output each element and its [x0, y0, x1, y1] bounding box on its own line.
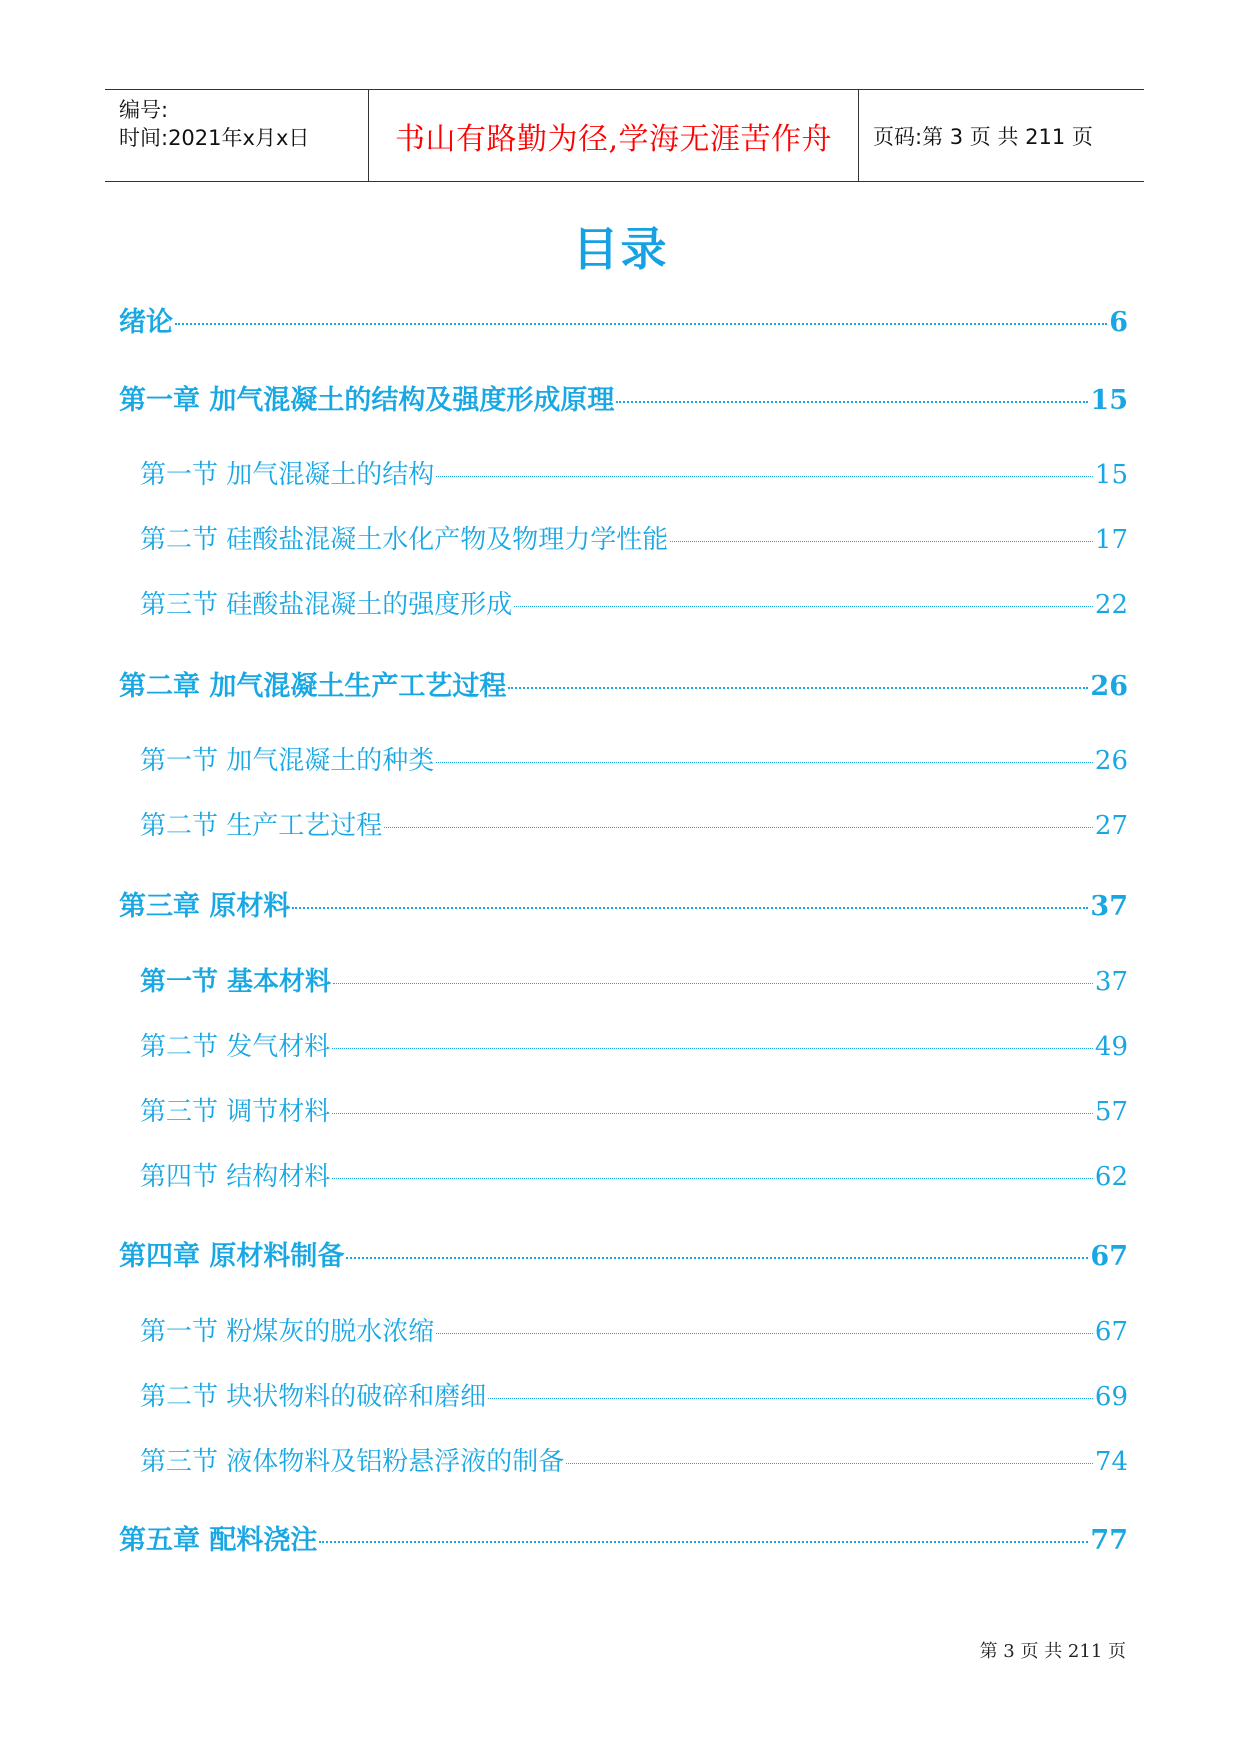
- toc-entry-page: 22: [1094, 590, 1128, 620]
- toc-entry-page: 27: [1094, 811, 1128, 841]
- toc-leader-dots: [332, 1113, 1093, 1114]
- toc-leader-dots: [616, 401, 1088, 403]
- toc-entry-label: 第三章 原材料: [119, 891, 291, 922]
- toc-entry-label: 第二章 加气混凝土生产工艺过程: [119, 671, 507, 702]
- document-time-label: 时间:2021年x月x日: [119, 126, 310, 150]
- toc-entry-label: 第一节 粉煤灰的脱水浓缩: [140, 1317, 435, 1347]
- toc-leader-dots: [488, 1398, 1093, 1399]
- toc-entry[interactable]: [119, 1234, 1128, 1273]
- toc-entry[interactable]: [140, 454, 1128, 491]
- toc-leader-dots: [670, 541, 1093, 542]
- toc-entry[interactable]: [140, 740, 1128, 777]
- toc-entry-label: 第五章 配料浇注: [119, 1525, 318, 1556]
- toc-entry[interactable]: [140, 1376, 1128, 1413]
- toc-entry-label: 第二节 发气材料: [140, 1032, 331, 1062]
- toc-leader-dots: [514, 606, 1093, 607]
- toc-entry-label: 第四节 结构材料: [140, 1162, 331, 1192]
- toc-entry-page: 15: [1090, 385, 1128, 416]
- toc-entry-label: 绪论: [119, 307, 173, 338]
- toc-entry-label: 第三节 液体物料及铝粉悬浮液的制备: [140, 1447, 565, 1477]
- toc-entry[interactable]: [140, 1156, 1128, 1193]
- toc-entry-page: 67: [1094, 1317, 1128, 1347]
- toc-entry-page: 74: [1094, 1447, 1128, 1477]
- header-motto: 书山有路勤为径,学海无涯苦作舟: [394, 121, 833, 157]
- toc-entry[interactable]: [140, 1311, 1128, 1348]
- toc-entry-label: 第三节 调节材料: [140, 1097, 331, 1127]
- toc-entry[interactable]: [119, 664, 1128, 703]
- toc-leader-dots: [332, 1048, 1093, 1049]
- toc-entry-label: 第二节 生产工艺过程: [140, 811, 383, 841]
- toc-entry[interactable]: [140, 1091, 1128, 1128]
- toc-title: 目录: [572, 222, 669, 276]
- toc-leader-dots: [175, 323, 1107, 325]
- toc-entry-page: 57: [1094, 1097, 1128, 1127]
- toc-leader-dots: [319, 1541, 1088, 1543]
- header-motto-cell: [369, 90, 859, 181]
- page-footer: 第 3 页 共 211 页: [979, 1641, 1126, 1662]
- toc-entry-page: 15: [1094, 460, 1128, 490]
- toc-entry-label: 第一节 加气混凝土的种类: [140, 746, 435, 776]
- toc-entry[interactable]: [119, 300, 1128, 339]
- toc-entry[interactable]: [140, 584, 1128, 621]
- toc-entry-label: 第二节 块状物料的破碎和磨细: [140, 1382, 487, 1412]
- toc-leader-dots: [436, 476, 1093, 477]
- toc-entry-label: 第一节 基本材料: [140, 967, 332, 997]
- document-header: [105, 89, 1144, 182]
- toc-entry[interactable]: [140, 961, 1128, 998]
- toc-leader-dots: [436, 762, 1093, 763]
- toc-entry-label: 第二节 硅酸盐混凝土水化产物及物理力学性能: [140, 525, 669, 555]
- toc-entry-label: 第三节 硅酸盐混凝土的强度形成: [140, 590, 513, 620]
- toc-leader-dots: [346, 1257, 1088, 1259]
- toc-entry[interactable]: [119, 378, 1128, 417]
- toc-leader-dots: [384, 827, 1093, 828]
- toc-entry-page: 49: [1094, 1032, 1128, 1062]
- toc-entry-label: 第一章 加气混凝土的结构及强度形成原理: [119, 385, 615, 416]
- toc-entry-page: 62: [1094, 1162, 1128, 1192]
- toc-entry[interactable]: [140, 1441, 1128, 1478]
- toc-entry-page: 67: [1090, 1241, 1128, 1272]
- toc-entry-page: 26: [1090, 671, 1128, 702]
- toc-entry-page: 69: [1094, 1382, 1128, 1412]
- toc-entry[interactable]: [140, 1026, 1128, 1063]
- document-number-label: 编号:: [119, 98, 169, 122]
- toc-leader-dots: [292, 907, 1088, 909]
- toc-entry-page: 37: [1094, 967, 1128, 997]
- toc-entry-page: 17: [1094, 525, 1128, 555]
- toc-leader-dots: [436, 1333, 1093, 1334]
- toc-entry-label: 第四章 原材料制备: [119, 1241, 345, 1272]
- header-meta-cell: [105, 90, 369, 181]
- toc-entry[interactable]: [119, 884, 1128, 923]
- header-page-cell: [859, 90, 1144, 181]
- toc-leader-dots: [508, 687, 1088, 689]
- header-page-info: 页码:第 3 页 共 211 页: [873, 124, 1093, 149]
- toc-leader-dots: [333, 983, 1093, 984]
- toc-leader-dots: [566, 1463, 1093, 1464]
- toc-entry-page: 6: [1109, 307, 1128, 338]
- toc-entry[interactable]: [140, 519, 1128, 556]
- toc-entry-label: 第一节 加气混凝土的结构: [140, 460, 435, 490]
- toc-leader-dots: [332, 1178, 1093, 1179]
- toc-entry-page: 77: [1090, 1525, 1128, 1556]
- toc-entry[interactable]: [140, 805, 1128, 842]
- toc-entry[interactable]: [119, 1518, 1128, 1557]
- toc-entry-page: 37: [1090, 891, 1128, 922]
- toc-entry-page: 26: [1094, 746, 1128, 776]
